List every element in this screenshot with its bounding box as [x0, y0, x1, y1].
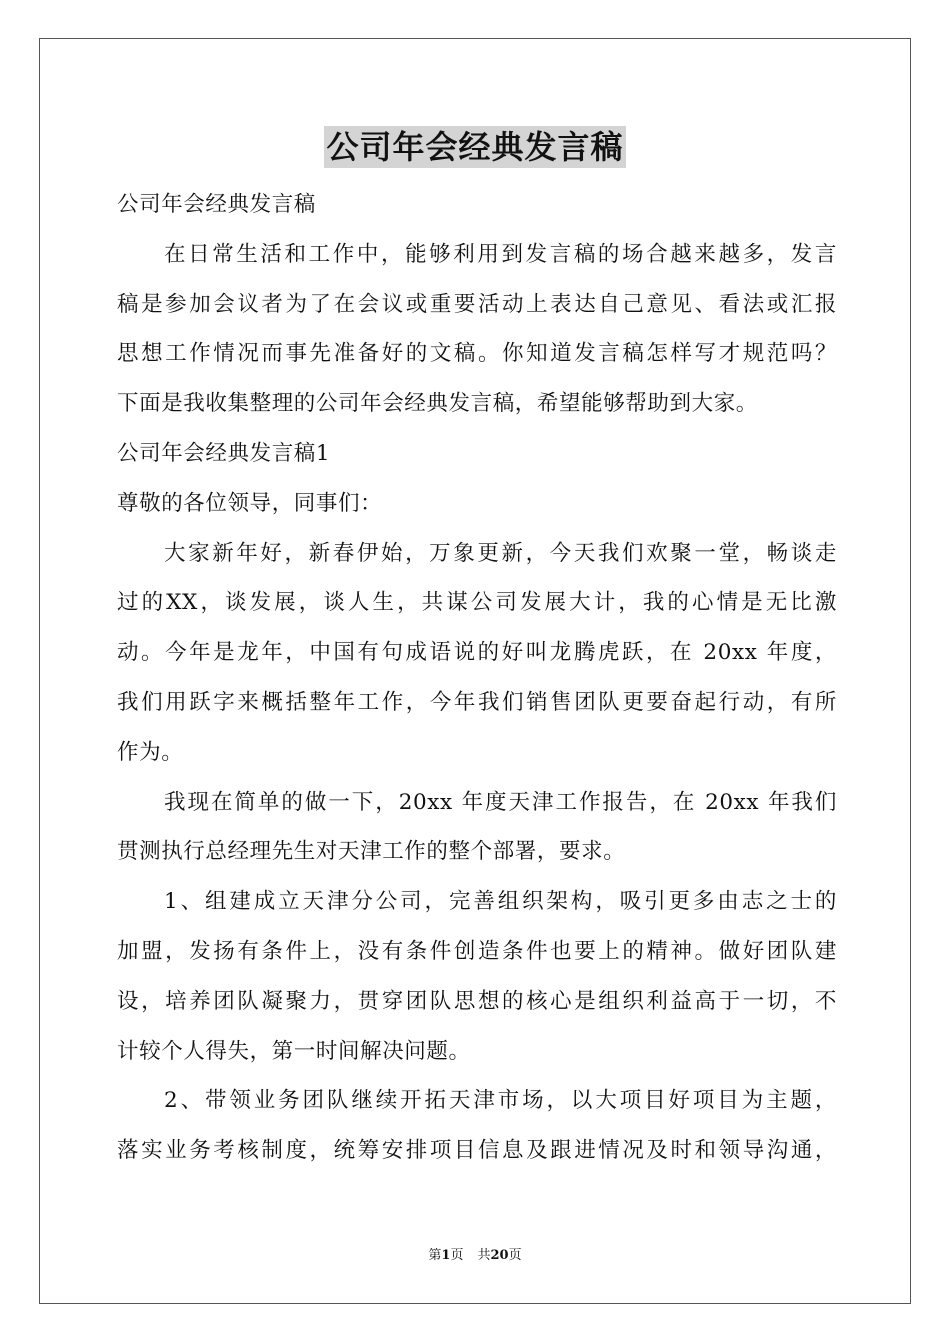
document-title: 公司年会经典发言稿	[326, 128, 624, 166]
text-line: 加盟，发扬有条件上，没有条件创造条件也要上的精神。做好团队建	[117, 938, 837, 964]
text-line: 我现在简单的做一下，20xx 年度天津工作报告，在 20xx 年我们	[164, 789, 837, 815]
title-container	[0, 126, 950, 168]
total-pages: 20	[490, 1248, 509, 1263]
text-line: 动。今年是龙年，中国有句成语说的好叫龙腾虎跃，在 20xx 年度，	[117, 640, 837, 666]
text-line: 落实业务考核制度，统筹安排项目信息及跟进情况及时和领导沟通，	[117, 1138, 837, 1164]
page-number: 1	[441, 1248, 451, 1263]
total-label-prefix: 共	[477, 1248, 491, 1263]
text-line: 设，培养团队凝聚力，贯穿团队思想的核心是组织利益高于一切，不	[117, 988, 837, 1014]
text-line: 在日常生活和工作中，能够利用到发言稿的场合越来越多，发言	[164, 241, 837, 267]
text-line: 尊敬的各位领导，同事们：	[117, 490, 383, 516]
document-body	[117, 180, 837, 1176]
text-line: 计较个人得失，第一时间解决问题。	[117, 1038, 471, 1064]
text-line: 稿是参加会议者为了在会议或重要活动上表达自己意见、看法或汇报	[117, 291, 837, 317]
page-label-prefix: 第	[428, 1248, 442, 1263]
total-label-suffix: 页	[508, 1248, 522, 1263]
text-line: 2、带领业务团队继续开拓天津市场，以大项目好项目为主题，	[164, 1088, 837, 1114]
text-line: 贯测执行总经理先生对天津工作的整个部署，要求。	[117, 839, 626, 865]
text-line: 下面是我收集整理的公司年会经典发言稿，希望能够帮助到大家。	[117, 391, 758, 417]
text-line: 公司年会经典发言稿1	[117, 440, 331, 466]
text-line: 思想工作情况而事先准备好的文稿。你知道发言稿怎样写才规范吗？	[117, 341, 837, 367]
text-line: 作为。	[117, 739, 184, 765]
text-line: 过的XX，谈发展，谈人生，共谋公司发展大计，我的心情是无比激	[117, 590, 837, 616]
page-label-suffix: 页	[450, 1248, 464, 1263]
text-line: 我们用跃字来概括整年工作，今年我们销售团队更要奋起行动，有所	[117, 689, 837, 715]
text-line: 1、组建成立天津分公司，完善组织架构，吸引更多由志之士的	[164, 889, 837, 915]
page-footer	[0, 1247, 950, 1265]
text-line: 公司年会经典发言稿	[117, 192, 316, 217]
text-line: 大家新年好，新春伊始，万象更新，今天我们欢聚一堂，畅谈走	[164, 540, 837, 566]
